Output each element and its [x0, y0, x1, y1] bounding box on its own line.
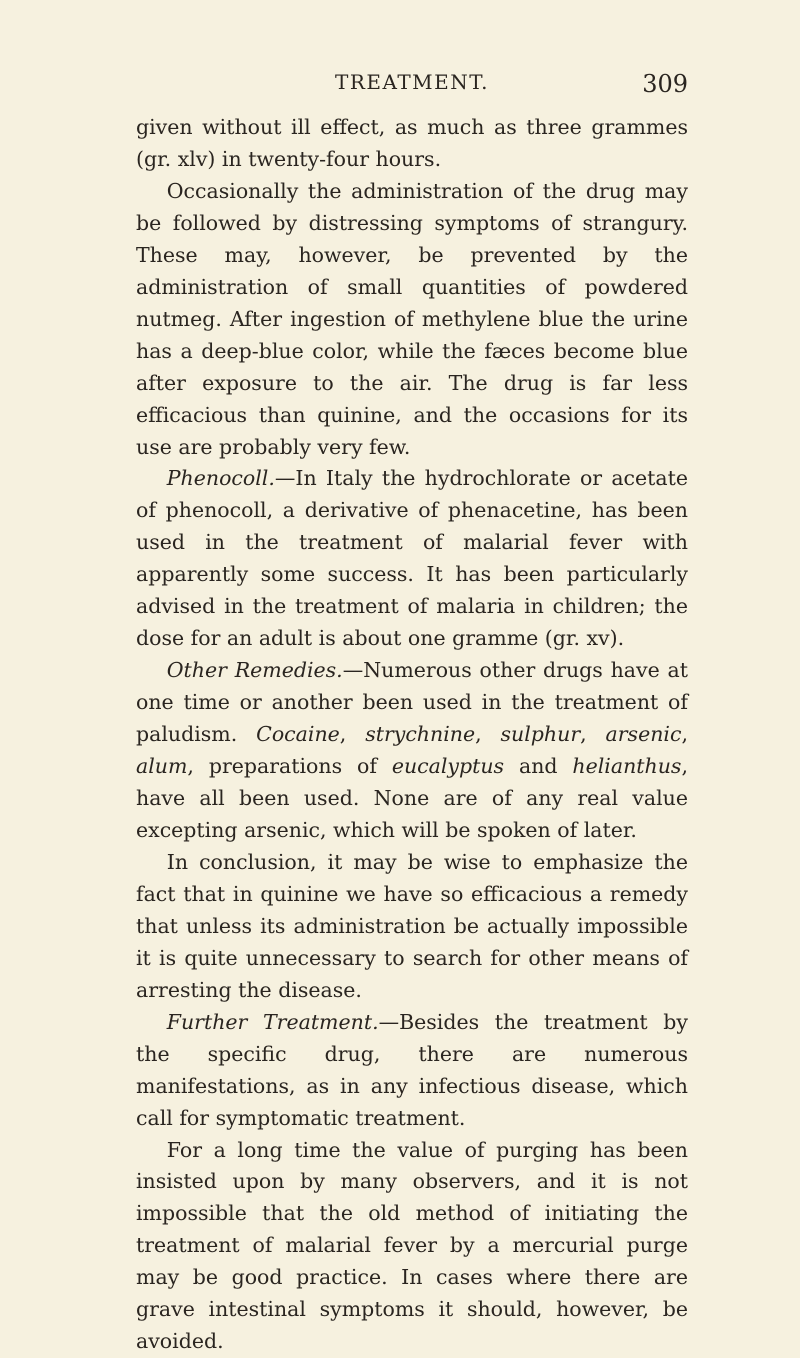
paragraph	[136, 112, 688, 176]
remedy-name: helianthus	[572, 754, 681, 778]
paragraph-text: given without ill effect, as much as three grammes (gr. xlv) in twenty-four hours.	[136, 115, 688, 171]
section-heading-phenocoll: Phenocoll.	[167, 466, 275, 490]
paragraph	[136, 176, 688, 464]
paragraph	[136, 1135, 688, 1358]
paragraph-text: and	[504, 754, 572, 778]
paragraph-text: —Besides the treatment by the specific drug, there are numerous manifestations, as in any infectious disease, which call for symptomatic treatment.	[136, 1010, 688, 1130]
paragraph-text: ,	[580, 722, 605, 746]
paragraph-text: , preparations of	[187, 754, 391, 778]
remedy-name: alum	[136, 754, 187, 778]
section-heading-further-treatment: Further Treatment.	[167, 1010, 379, 1034]
paragraph	[136, 847, 688, 1007]
page-number: 309	[642, 70, 688, 98]
remedy-name: Cocaine	[256, 722, 340, 746]
paragraph	[136, 655, 688, 847]
paragraph-text: In conclusion, it may be wise to emphasize the fact that in quinine we have so efficacious a remedy that unless its administration be actually impossible it is quite unnecessary to search for other means of arresting the disease.	[136, 850, 688, 1002]
remedy-name: arsenic	[606, 722, 682, 746]
running-head: TREATMENT.	[136, 70, 688, 94]
paragraph-text: ,	[681, 722, 688, 746]
remedy-name: strychnine	[365, 722, 475, 746]
paragraph-text: ,	[340, 722, 365, 746]
paragraph-text: For a long time the value of purging has been insisted upon by many observers, and it is not impossible that the old method of initiating the treatment of malarial fever by a mercurial purge may be good practice. In cases where there are grave intestinal symptoms it should, however, be avoided.	[136, 1138, 688, 1354]
paragraph-text: Occasionally the administration of the drug may be followed by distressing symptoms of strangury. These may, however, be prevented by the administration of small quantities of powdered nutmeg. After ingestion of methylene blue the urine has a deep-blue color, while the fæces become blue after exposure to the air. The drug is far less efficacious than quinine, and the occasions for its use are probably very few.	[136, 179, 688, 459]
section-heading-other-remedies: Other Remedies.	[167, 658, 343, 682]
body-text	[136, 112, 688, 1358]
paragraph-text: —Numerous other drugs have at one time or another been used in the treatment of paludism.	[136, 658, 688, 746]
remedy-name: eucalyptus	[392, 754, 504, 778]
paragraph	[136, 1007, 688, 1135]
paragraph	[136, 463, 688, 655]
paragraph-text: —In Italy the hydrochlorate or acetate of phenocoll, a derivative of phenacetine, has been used in the treatment of malarial fever with apparently some success. It has been particularly advised in the treatment of malaria in children; the dose for an adult is about one gramme (gr. xv).	[136, 466, 688, 650]
page-header	[136, 70, 688, 104]
paragraph-text: , have all been used. None are of any real value excepting arsenic, which will be spoken of later.	[136, 754, 688, 842]
paragraph-text: ,	[475, 722, 500, 746]
remedy-name: sulphur	[501, 722, 581, 746]
